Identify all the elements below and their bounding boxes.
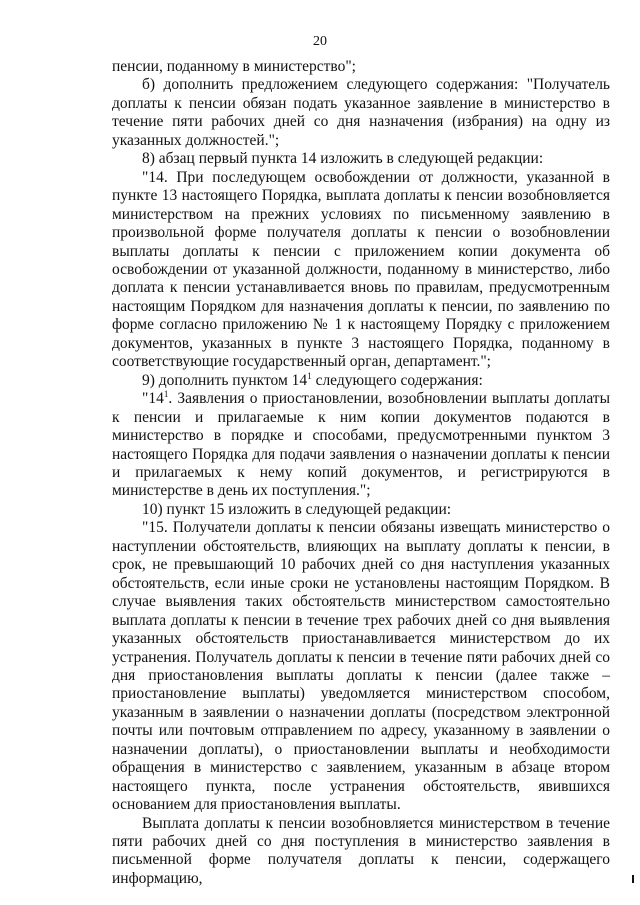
paragraph-continuation: пенсии, поданному в министерство"; [112, 58, 356, 75]
item-9-text-after: следующего содержания: [311, 371, 483, 389]
page-number: 20 [313, 34, 327, 49]
point-14-1-superscript: 1 [163, 389, 169, 400]
point-14-1-text-before: "14 [142, 390, 164, 408]
paragraph-item-9 [112, 372, 610, 390]
paragraph-point-14: "14. При последующем освобождении от должности, указанной в пункте 13 настоящего Порядка, выплата доплаты к пенсии возобновляется министерством на прежних условиях по письменному заявлению в произвольной форме получателя доплаты к пенсии о возобновлении выплаты доплаты к пенсии с приложением копии документа об освобождении от указанной должности, поданному в министерство, либо доплата к пенсии устанавливается вновь по правилам, предусмотренным настоящим Порядком для назначения доплаты к пенсии, по заявлению по форме согласно приложению № 1 к настоящему Порядку с приложением документов, указанных в пункте 3 настоящего Порядка, поданному в соответствующие государственный орган, департамент."; [112, 168, 610, 371]
paragraph-item-8: 8) абзац первый пункта 14 изложить в следующей редакции: [142, 150, 544, 168]
paragraph-subitem-b: б) дополнить предложением следующего содержания: "Получатель доплаты к пенсии обязан подать указанное заявление в министерство в течение пяти рабочих дней со дня назначения (избрания) на одну из указанных должностей."; [112, 76, 610, 149]
item-9-text-before: 9) дополнить пунктом 14 [142, 371, 308, 389]
item-9-superscript: 1 [307, 370, 312, 381]
paragraph-point-14-1 [112, 390, 610, 501]
point-14-1-text-after: . Заявления о приостановлении, возобновлении выплаты доплаты к пенсии и прилагаемые к ним копии документов подаются в министерство в порядке и способами, предусмотренными пунктом 3 настоящего Порядка для подачи заявления о назначении доплаты к пенсии и прилагаемых к нему копий документов, и регистрируются в министерстве в день их поступления."; [112, 390, 610, 500]
paragraph-item-10: 10) пункт 15 изложить в следующей редакции: [142, 500, 452, 518]
scan-edge-mark [632, 875, 634, 883]
document-body [112, 58, 610, 888]
paragraph-point-15: "15. Получатели доплаты к пенсии обязаны извещать министерство о наступлении обстоятельств, влияющих на выплату доплаты к пенсии, в срок, не превышающий 10 рабочих дней со дня наступления указанных обстоятельств, если иные сроки не установлены настоящим Порядком. В случае выявления таких обстоятельств министерством самостоятельно выплата доплаты к пенсии в течение трех рабочих дней со дня выявления указанных обстоятельств приостанавливается министерством до их устранения. Получатель доплаты к пенсии в течение пяти рабочих дней со дня приостановления выплаты доплаты к пенсии (далее также – приостановление выплаты) уведомляется министерством способом, указанным в заявлении о назначении доплаты (посредством электронной почты или почтовым отправлением по адресу, указанному в заявлении о назначении доплаты), о приостановлении выплаты и необходимости обращения в министерство с заявлением, указанным в абзаце втором настоящего пункта, после устранения обстоятельств, явившихся основанием для приостановления выплаты. [112, 519, 610, 814]
paragraph-payment-resumption: Выплата доплаты к пенсии возобновляется министерством в течение пяти рабочих дней со дня поступления в министерство заявления в письменной форме получателя доплаты к пенсии, содержащего информацию, [112, 814, 610, 887]
